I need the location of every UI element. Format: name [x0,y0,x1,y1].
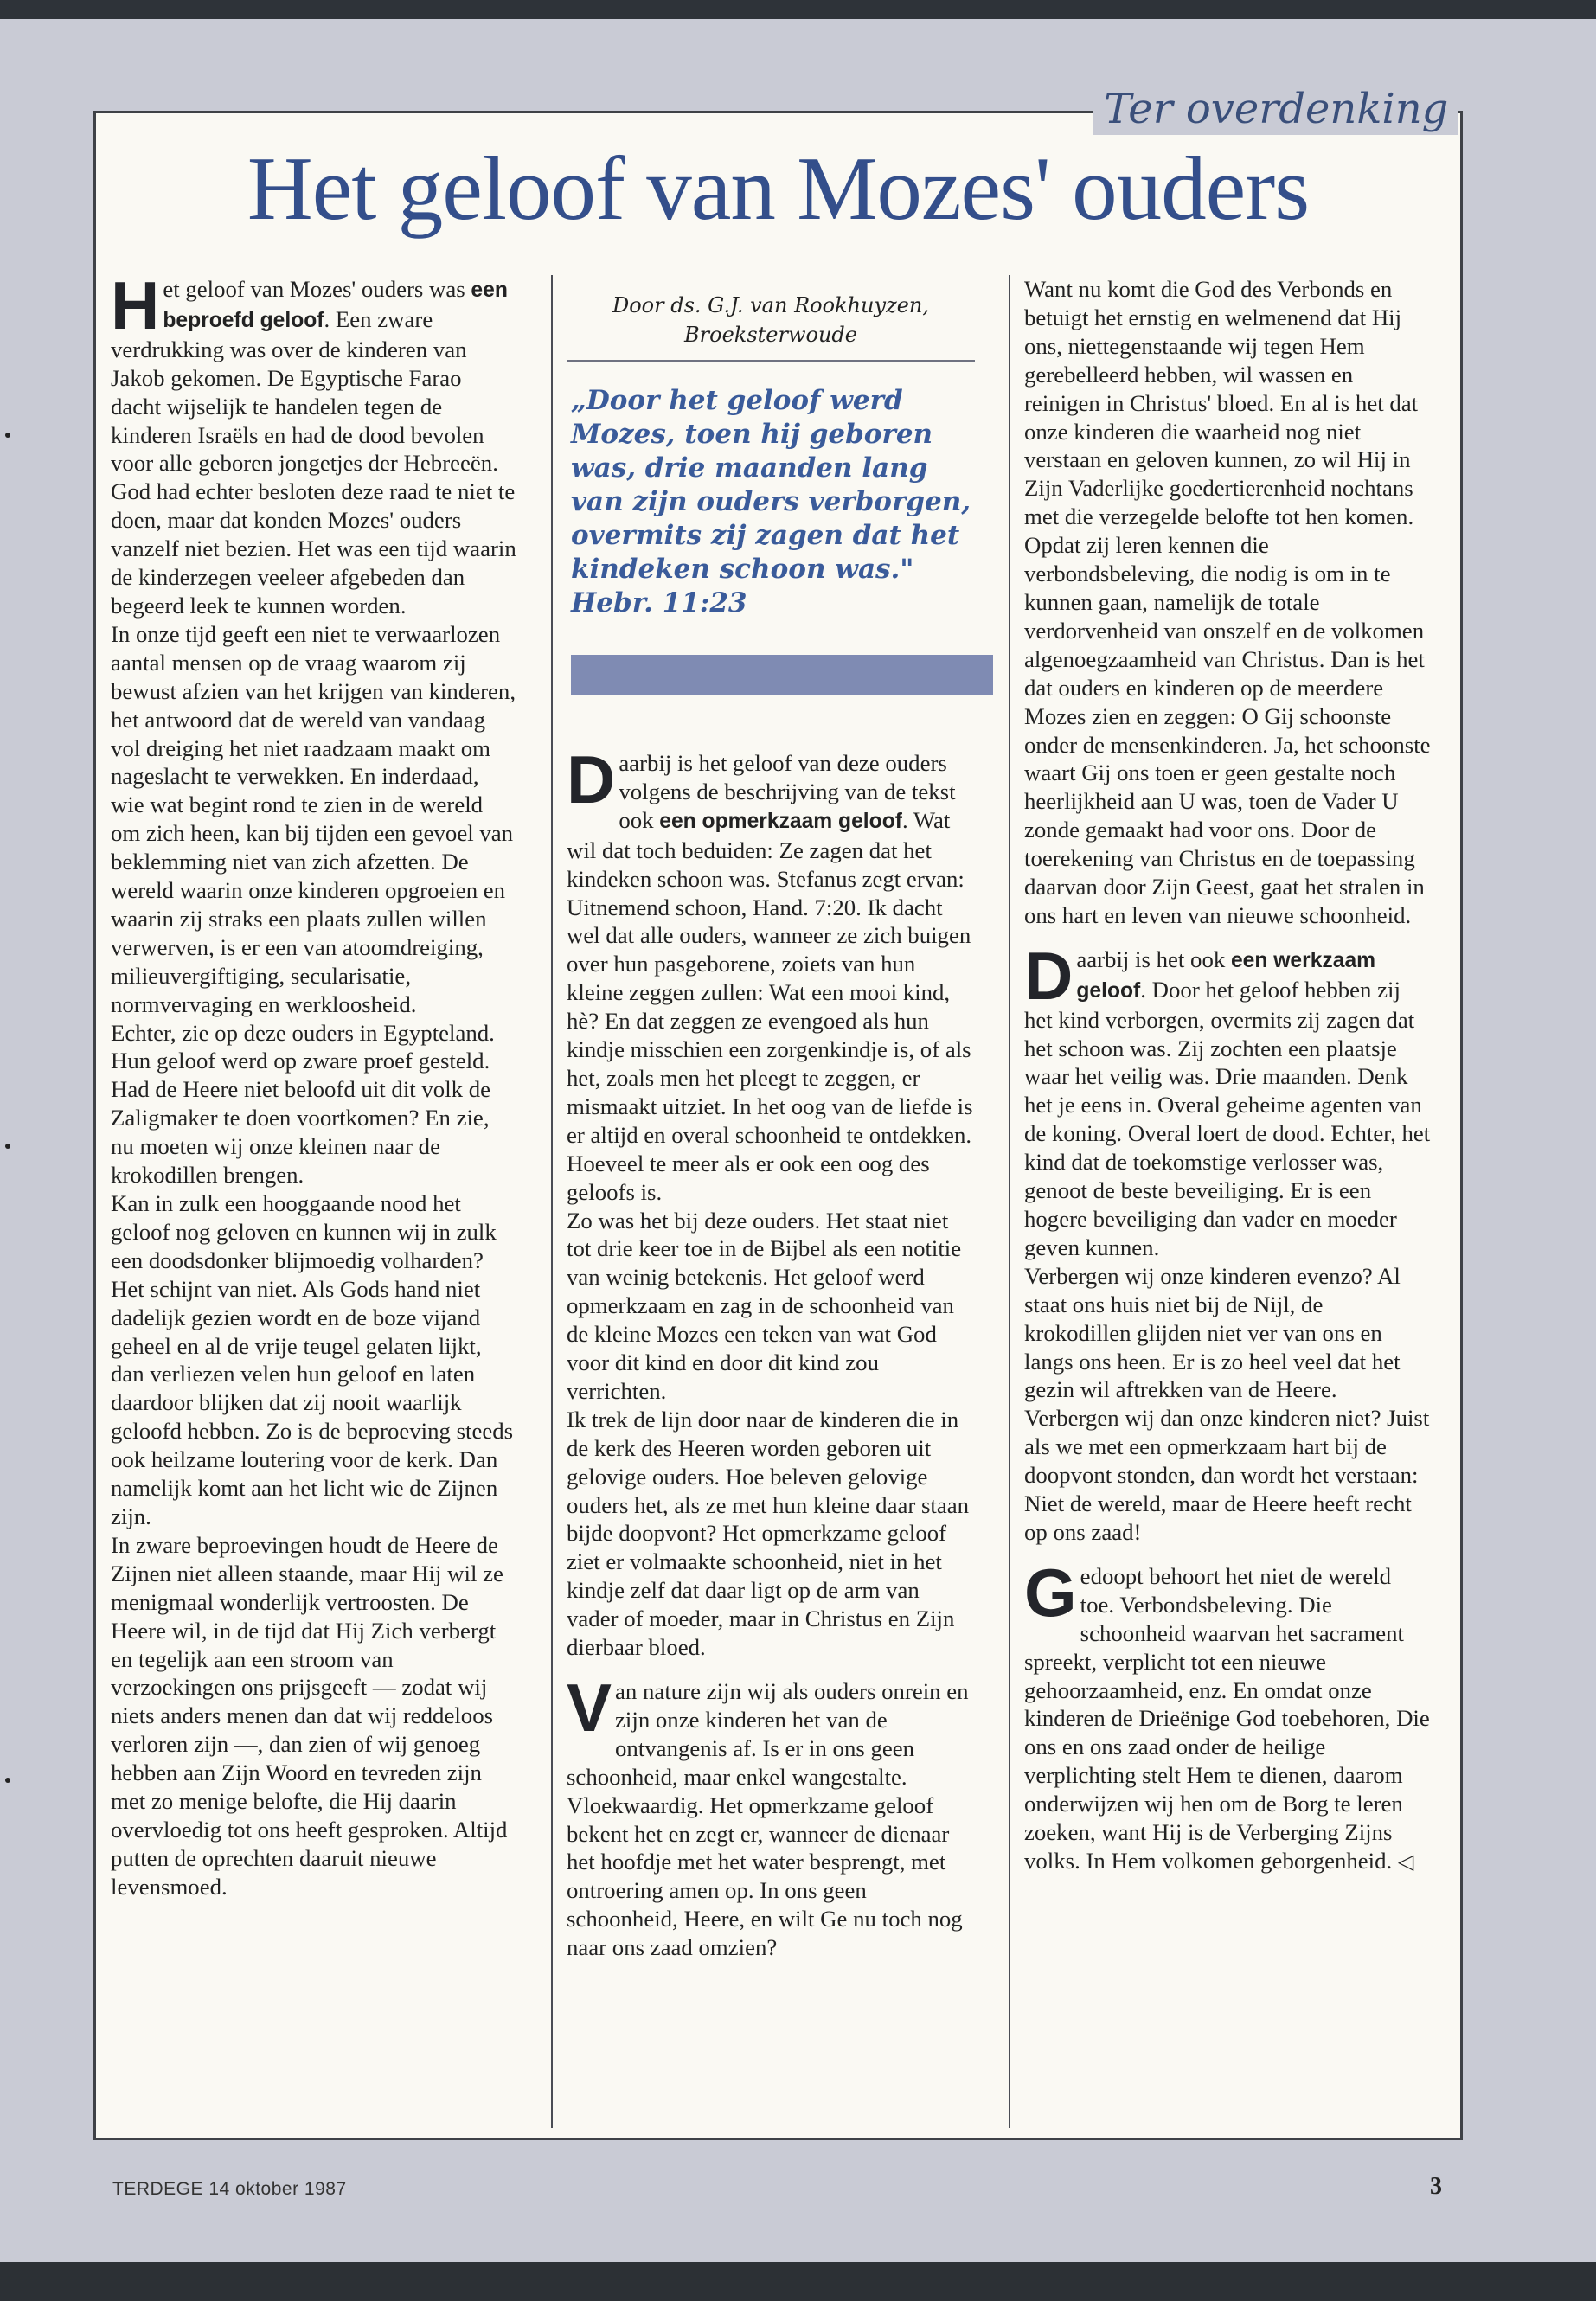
author: Door ds. G.J. van Rookhuyzen, [612,293,929,317]
paragraph: In onze tijd geeft een niet te verwaarlozen aantal mensen op de vraag waarom zij bewust afzien van het krijgen van kinderen, het antwoord dat de wereld van vandaag vol dreiging het niet raadzaam maakt om nageslacht te verwekken. En inderdaad, wie wat begint rond te zien in de wereld om zich heen, kan bij tijden een gevoel van beklemming niet van zich afzetten. De wereld waarin onze kinderen opgroeien en waarin zij straks een plaats zullen willen verwerven, is er een van atoomdreiging, milieuvergiftiging, secularisatie, normvervaging en werkloosheid. [111,620,516,1017]
paragraph-gap [1024,1547,1431,1562]
bold-phrase: een werkzaam geloof [1076,948,1376,1003]
column-divider [551,275,553,2128]
paragraph [567,741,975,1207]
paragraph [1024,937,1431,1262]
binding-mark [5,433,10,438]
paragraph: Ik trek de lijn door naar de kinderen die in de kerk des Heeren worden geboren uit gelovige ouders. Hoe beleven gelovige ouders het, als ze met hun kleine daar staan bijde doopvont? Het opmerkzame geloof ziet er volmaakte schoonheid, niet in het kindje zelf dat daar ligt op de arm van vader of moeder, maar in Christus en Zijn dierbaar bloed. [567,1406,970,1661]
article-column-2 [567,741,975,1962]
paragraph [567,1670,975,1962]
section-kicker: Ter overdenking [1093,83,1458,135]
drop-cap: D [567,741,616,817]
paragraph: Want nu komt die God des Verbonds en betuigt het ernstig en welmenend dat Hij ons, niettegenstaande wij tegen Hem gerebelleerd hebben, wil wassen en reinigen in Christus' bloed. En al is het dat onze kinderen die waarheid nog niet verstaan en geloven kunnen, zo wil Hij in Zijn Vaderlijke goedertierenheid nochtans met die verzegelde belofte tot hen komen. Opdat zij leren kennen die verbondsbeleving, die nodig is om in te kunnen gaan, namelijk de totale verdorvenheid van onszelf en de volkomen algenoegzaamheid van Christus. Dan is het dat ouders en kinderen op de meerdere Mozes zien en zeggen: O Gij schoonste onder de mensenkinderen. Ja, het schoonste waart Gij ons toen er geen gestalte noch heerlijkheid aan U was, toen de Vader U zonde gemaakt had voor ons. Door de toerekening van Christus en de toepassing daarvan door Zijn Geest, gaat het stralen in ons hart en leven van nieuwe schoonheid. [1024,276,1431,928]
paragraph [1024,1554,1431,1877]
scan-edge-top [0,0,1596,19]
scan-edge-bottom [0,2262,1596,2301]
drop-cap: G [1024,1554,1077,1631]
scripture-quote [571,384,977,620]
paragraph: Kan in zulk een hooggaande nood het geloof nog geloven en kunnen wij in zulk een doodsdonker blijmoedig volharden? Het schijnt van niet. Als Gods hand niet dadelijk gezien wordt en de boze vijand geheel en al de vrije teugel gelaten lijkt, dan verliezen velen hun geloof en laten daardoor blijken dat zij nooit waarlijk geloofd hebben. Zo is de beproeving steeds ook heilzame loutering voor de kerk. Dan namelijk komt aan het licht wie de Zijnen zijn. [111,1190,514,1529]
text-run: . Door het geloof hebben zij het kind verborgen, overmits zij zagen dat het schoon was. Zij zochten een plaatsje waar het veilig was. Drie maanden. Denk het je eens in. Overal geheime agenten van de koning. Overal loert de dood. Echter, het kind dat de toekomstige verlosser was, genoot de beste beveiliging. Er is een hogere beveiliging dan vader en moeder geven kunnen. [1024,976,1431,1260]
binding-mark [5,1778,10,1783]
text-run: an nature zijn wij als ouders onrein en zijn onze kinderen het van de ontvangenis af. Is er in ons geen schoonheid, maar enkel wangestalte. Vloekwaardig. Het opmerkzame geloof bekent het en zegt er, wanneer de dienaar het hoofdje met het water besprengt, met ontroering amen op. In ons geen schoonheid, Heere, en wilt Ge nu toch nog naar ons zaad omzien? [567,1678,969,1961]
column-divider [1009,275,1010,2128]
text-run: . Een zware verdrukking was over de kinderen van Jakob gekomen. De Egyptische Farao dacht wijselijk te handelen tegen de kinderen Israëls en had de dood bevolen voor alle geboren jongetjes der Hebreeën. God had echter besloten deze raad te niet te doen, maar dat konden Mozes' ouders vanzelf niet bezien. Het was een tijd waarin de kinderzegen veeleer afgebeden dan begeerd leek te kunnen worden. [111,305,516,619]
article-column-1 [111,267,517,1901]
page-number: 3 [1430,2173,1442,2200]
article-column-3 [1024,275,1431,1877]
text-run: aarbij is het geloof van deze ouders volgens de beschrijving van de tekst ook [619,750,956,833]
binding-mark [5,1144,10,1149]
drop-cap: H [111,267,160,343]
publication-info: TERDEGE 14 oktober 1987 [112,2179,347,2199]
paragraph: Echter, zie op deze ouders in Egypteland. Hun geloof werd op zware proef gesteld. Had de Heere niet beloofd uit dit volk de Zaligmaker te doen voortkomen? En zie, nu moeten wij onze kleinen naar de krokodillen brengen. [111,1019,495,1189]
bold-phrase: een opmerkzaam geloof [659,809,902,833]
paragraph-gap [1024,930,1431,945]
paragraph-gap [567,1662,975,1677]
end-mark-icon: ◁ [1397,1850,1414,1874]
drop-cap: V [567,1670,612,1746]
quote-text: „Door het geloof werd Mozes, toen hij geboren was, drie maanden lang van zijn ouders verborgen, overmits zij zagen dat het kindeken schoon was." [571,385,971,585]
decorative-bar [571,655,993,695]
text-run: et geloof van Mozes' ouders was [163,276,471,302]
paragraph: In zware beproevingen houdt de Heere de Zijnen niet alleen staande, maar Hij wil ze menigmaal wonderlijk vertroosten. De Heere wil, in de tijd dat Hij Zich verbergt en tegelijk aan een stroom van verzoekingen ons prijsgeeft — zodat wij niets anders menen dan dat wij reddeloos verloren zijn —, dan zien of wij genoeg hebben aan Zijn Woord en tevreden zijn met zo menige belofte, die Hij daarin overvloedig tot ons heeft gesproken. Altijd putten de oprechten daaruit nieuwe levensmoed. [111,1531,508,1900]
text-run: aarbij is het ook [1076,945,1231,972]
article-title: Het geloof van Mozes' ouders [247,138,1310,239]
text-run: edoopt behoort het niet de wereld toe. Verbondsbeleving. Die schoonheid waarvan het sacrament spreekt, verplicht tot een nieuwe gehoorzaamheid, enz. En omdat onze kinderen de Drieënige God toebehoren, Die ons en ons zaad onder de heilige verplichting stelt Hem te dienen, daarom onderwijzen wij hen om de Borg te leren zoeken, want Hij is de Verberging Zijns volks. In Hem volkomen geborgenheid. [1024,1562,1430,1874]
paragraph: Verbergen wij onze kinderen evenzo? Al staat ons huis niet bij de Nijl, de krokodillen glijden niet ver van ons en langs ons heen. Er is zo heel veel dat het gezin wil aftrekken van de Heere. Verbergen wij dan onze kinderen niet? Juist als we met een opmerkzaam hart bij de doopvont stonden, dan wordt het verstaan: Niet de wereld, maar de Heere heeft recht op ons zaad! [1024,1262,1430,1545]
author-location: Broeksterwoude [684,323,857,347]
bold-phrase: een beproefd geloof [163,279,508,332]
paragraph [111,267,517,620]
paragraph: Zo was het bij deze ouders. Het staat niet tot drie keer toe in de Bijbel als een notitie van weinig betekenis. Het geloof werd opmerkzaam en zag in de schoonheid van de kleine Mozes een teken van wat God voor dit kind en door dit kind zou verrichten. [567,1207,962,1404]
text-run: . Wat wil dat toch beduiden: Ze zagen dat het kindeken schoon was. Stefanus zegt ervan: Uitnemend schoon, Hand. 7:20. Ik dacht wel dat alle ouders, wanneer ze zich buigen over hun pasgeborene, zoiets van hun kleine zeggen zullen: Wat een mooi kind, hè? En dat zeggen ze evengoed als hun kindje misschien een zorgenkindje is, of als het, zoals men het pleegt te zeggen, er mismaakt uitziet. In het oog van de liefde is er altijd en overal schoonheid te ontdekken. Hoeveel te meer als er ook een oog des geloofs is. [567,806,973,1205]
drop-cap: D [1024,937,1074,1014]
byline [567,291,975,362]
quote-reference: Hebr. 11:23 [571,587,747,619]
